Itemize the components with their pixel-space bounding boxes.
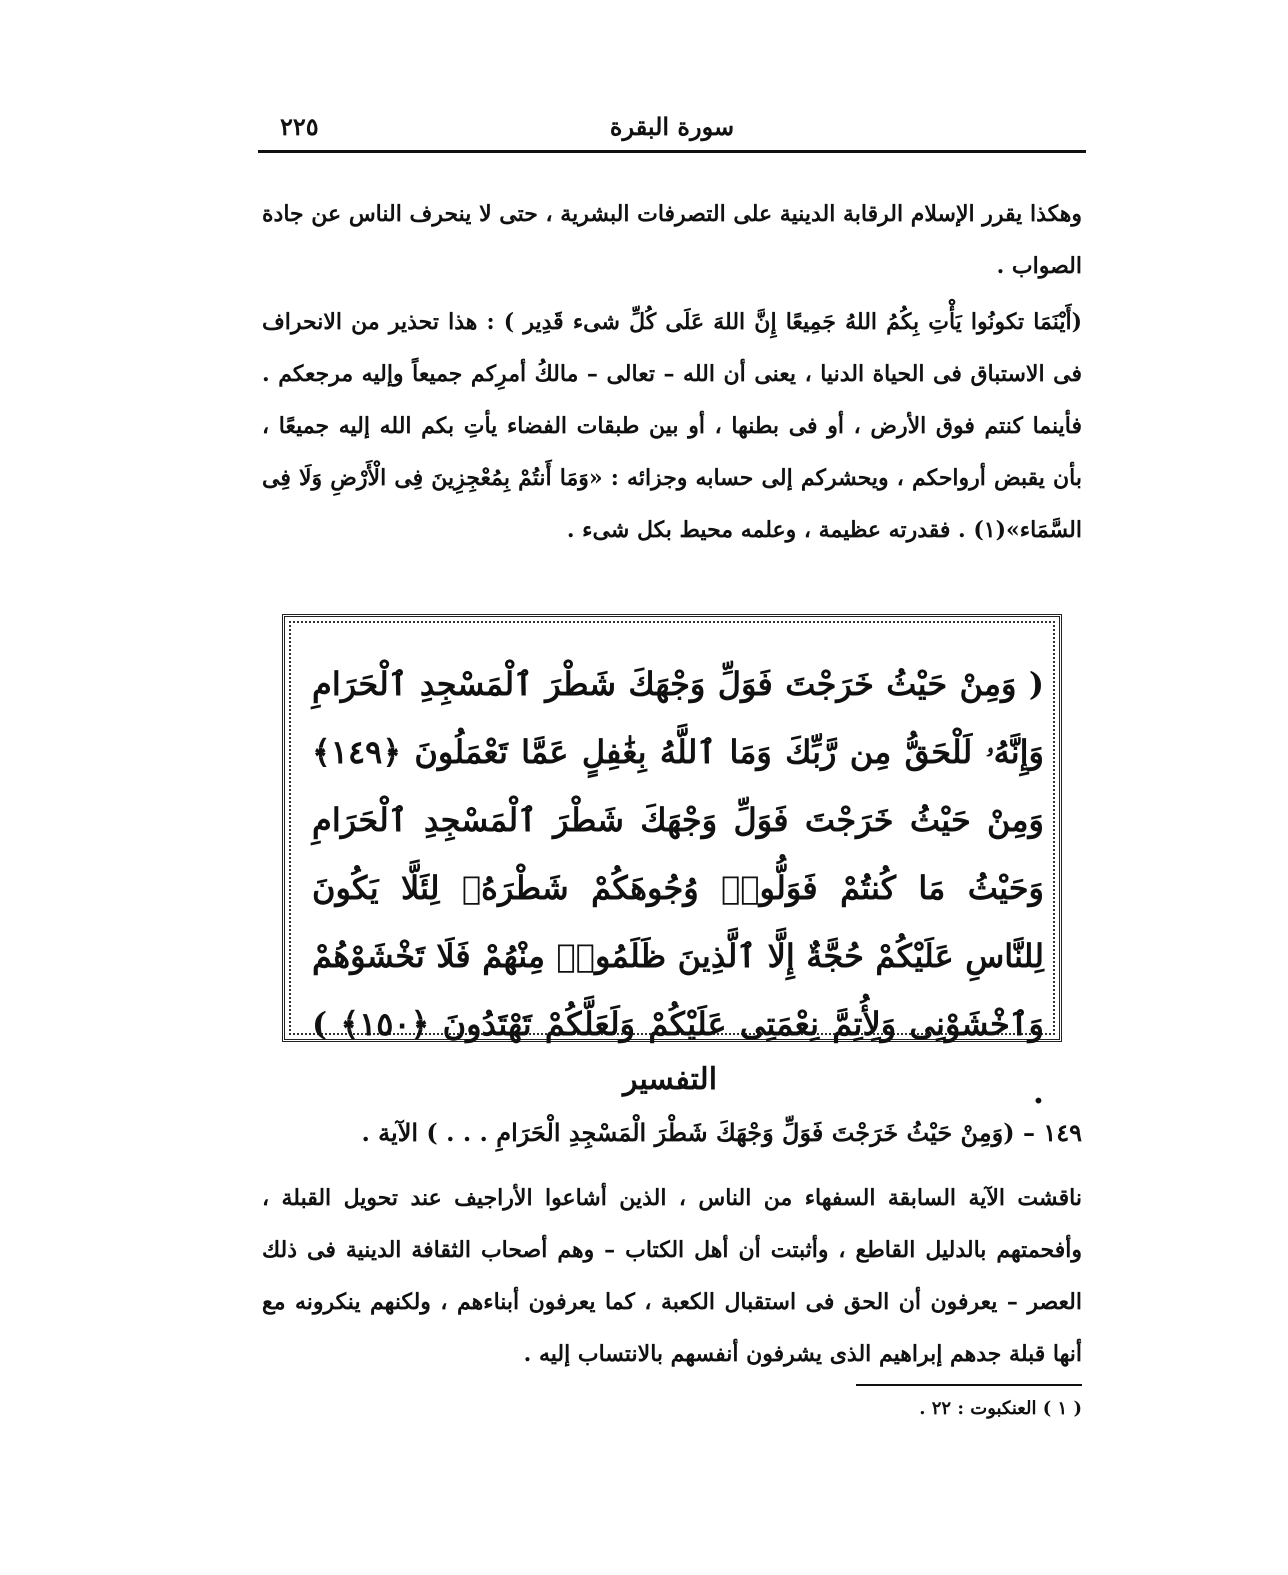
page-number: ٢٢٥ [280,112,319,141]
header-rule [258,150,1086,153]
footnote: ( ١ ) العنكبوت : ٢٢ . [919,1398,1082,1419]
verse-reference: ١٤٩ – (وَمِنْ حَيْثُ خَرَجْتَ فَوَلِّ وَجْهَكَ شَطْرَ الْمَسْجِدِ الْحَرَامِ . . . ) الآية . [361,1118,1082,1147]
quran-verses: ( وَمِنْ حَيْثُ خَرَجْتَ فَوَلِّ وَجْهَكَ شَطْرَ ٱلْمَسْجِدِ ٱلْحَرَامِ وَإِنَّهُۥ لَلْحَقُّ مِن رَّبِّكَ وَمَا ٱللَّهُ بِغَٰفِلٍ عَمَّا تَعْمَلُونَ ﴿١٤٩﴾ وَمِنْ حَيْثُ خَرَجْتَ فَوَلِّ وَجْهَكَ شَطْرَ ٱلْمَسْجِدِ ٱلْحَرَامِ وَحَيْثُ مَا كُنتُمْ فَوَلُّوا۟ وُجُوهَكُمْ شَطْرَهُۥ لِئَلَّا يَكُونَ لِلنَّاسِ عَلَيْكُمْ حُجَّةٌ إِلَّا ٱلَّذِينَ ظَلَمُوا۟ مِنْهُمْ فَلَا تَخْشَوْهُمْ وَٱخْشَوْنِى وَلِأُتِمَّ نِعْمَتِى عَلَيْكُمْ وَلَعَلَّكُمْ تَهْتَدُونَ ﴿١٥٠﴾ ) . [312,665,1045,1111]
section-title: التفسير [622,1062,718,1097]
surah-title: سورة البقرة [609,112,735,141]
paragraph-commentary: (أَيْنَمَا تكونُوا يَأْتِ بِكُمُ اللهُ جَمِيعًا إِنَّ اللهَ عَلَى كُلِّ شىء قَدِير ) : هذا تحذير من الانحراف فى الاستباق فى الحياة الدنيا ، يعنى أن الله – تعالى – مالكُ أمرِكم جميعاً وإليه مرجعكم . فأينما كنتم فوق الأرض ، أو فى بطنها ، أو بين طبقات الفضاء يأتِ بكم الله إليه جميعًا ، بأن يقبض أرواحكم ، ويحشركم إلى حسابه وجزائه : «وَمَا أَنتُمْ بِمُعْجِزِينَ فِى الْأَرْضِ وَلَا فِى السَّمَاء»(١) . فقدرته عظيمة ، وعلمه محيط بكل شىء . [262,309,1082,543]
paragraph-tafsir: ناقشت الآية السابقة السفهاء من الناس ، الذين أشاعوا الأراجيف عند تحويل القبلة ، وأفحمتهم بالدليل القاطع ، وأثبتت أن أهل الكتاب – وهم أصحاب الثقافة الدينية فى ذلك العصر – يعرفون أن الحق فى استقبال الكعبة ، كما يعرفون أبناءهم ، ولكنهم ينكرونه مع أنها قبلة جدهم إبراهيم الذى يشرفون أنفسهم بالانتساب إليه . [262,1185,1082,1367]
footnote-rule [856,1384,1082,1386]
paragraph-intro: وهكذا يقرر الإسلام الرقابة الدينية على التصرفات البشرية ، حتى لا ينحرف الناس عن جادة الصواب . [262,201,1082,279]
page-header [258,112,1086,150]
